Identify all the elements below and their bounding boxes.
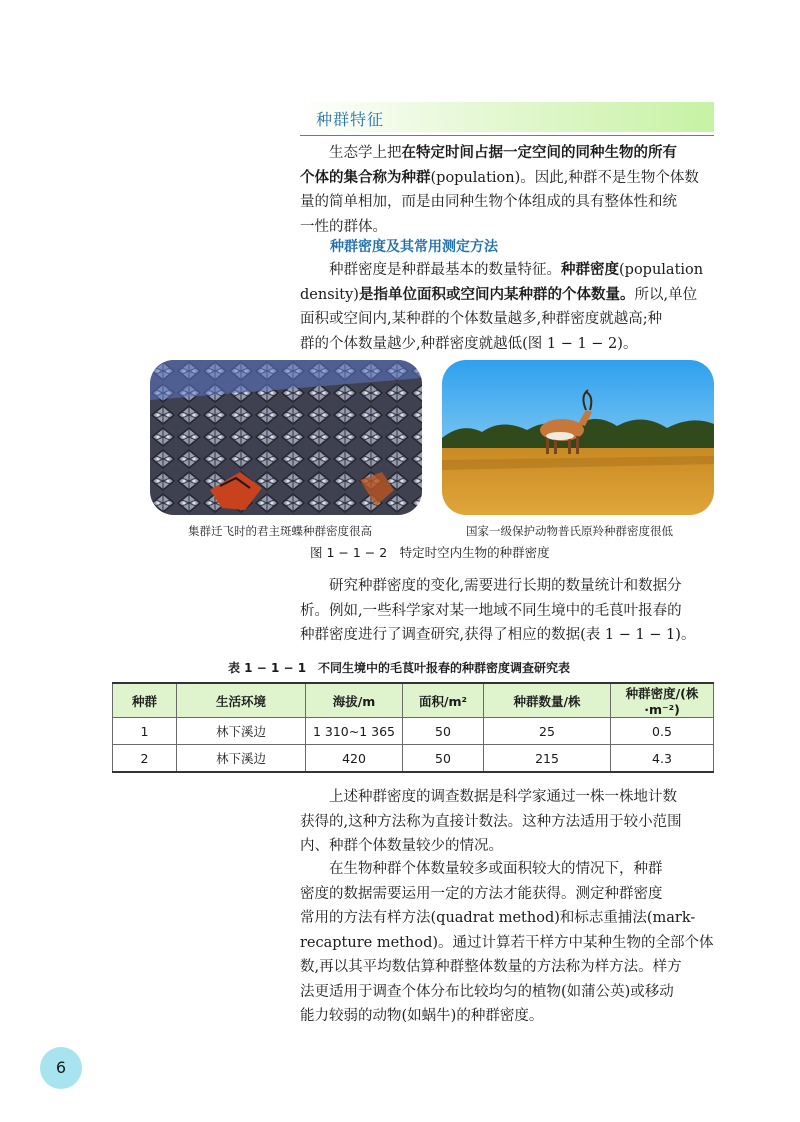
paragraph-definition: 生态学上把在特定时间占据一定空间的同种生物的所有 个体的集合称为种群(population)。因此,种群不是生物个体数 量的简单相加，而是由同种生物个体组成的具有整体性和统 一性的群体。 (300, 144, 699, 235)
table-cell: 25 (484, 718, 611, 745)
section-title: 种群特征 (316, 110, 385, 129)
col-header: 种群密度/(株·m⁻²) (611, 683, 714, 718)
table-cell: 4.3 (611, 745, 714, 773)
table-cell: 50 (403, 745, 484, 773)
paragraph-density: 种群密度是种群最基本的数量特征。种群密度(population density)是指单位面积或空间内某种群的个体数量。所以,单位 面积或空间内,某种群的个体数量越多,种群密度就越高;种 群的个体数量越少,种群密度就越低(图 1 − 1 − 2)。 (300, 261, 704, 352)
subheading: 种群密度及其常用测定方法 (330, 239, 498, 255)
gazelle-photo (442, 360, 714, 515)
section-divider (300, 135, 714, 136)
col-header: 海拔/m (306, 683, 403, 718)
table-cell: 0.5 (611, 718, 714, 745)
page-number: 6 (40, 1047, 82, 1089)
butterfly-photo (150, 360, 422, 515)
col-header: 生活环境 (177, 683, 306, 718)
table-row (113, 745, 714, 773)
table-header-row (113, 683, 714, 718)
table-cell: 林下溪边 (177, 745, 306, 773)
density-table (112, 682, 714, 773)
paragraph-research: 研究种群密度的变化,需要进行长期的数量统计和数据分 析。例如,一些科学家对某一地域不同生境中的毛茛叶报春的 种群密度进行了调查研究,获得了相应的数据(表 1 − 1 − 1)。 (300, 578, 696, 643)
table-cell: 420 (306, 745, 403, 773)
figure-title: 图 1 − 1 − 2 特定时空内生物的种群密度 (310, 545, 550, 560)
col-header: 种群数量/株 (484, 683, 611, 718)
table-cell: 1 310~1 365 (306, 718, 403, 745)
table-row (113, 718, 714, 745)
photo-caption-left: 集群迁飞时的君主斑蝶种群密度很高 (188, 524, 372, 538)
table-cell: 林下溪边 (177, 718, 306, 745)
col-header: 面积/m² (403, 683, 484, 718)
section-header (300, 102, 714, 132)
photo-caption-right: 国家一级保护动物普氏原羚种群密度很低 (466, 524, 673, 538)
paragraph-sampling-methods: 在生物种群个体数量较多或面积较大的情况下，种群 密度的数据需要运用一定的方法才能获得。测定种群密度 常用的方法有样方法(quadrat method)和标志重捕法(mark- recapture method)。通过计算若干样方中某种生物的全部个体 数,再以其平均数估算种群整体数量的方法称为样方法。样方 法更适用于调查个体分布比较均匀的植物(如蒲公英)或移动 能力较弱的动物(如蜗牛)的种群密度。 (300, 861, 714, 1024)
table-cell: 1 (113, 718, 177, 745)
paragraph-direct-count: 上述种群密度的调查数据是科学家通过一株一株地计数 获得的,这种方法称为直接计数法。这种方法适用于较小范围 内、种群个体数量较少的情况。 (300, 789, 682, 854)
table-cell: 2 (113, 745, 177, 773)
table-cell: 215 (484, 745, 611, 773)
table-title: 表 1 − 1 − 1 不同生境中的毛茛叶报春的种群密度调查研究表 (228, 661, 571, 675)
col-header: 种群 (113, 683, 177, 718)
table-cell: 50 (403, 718, 484, 745)
